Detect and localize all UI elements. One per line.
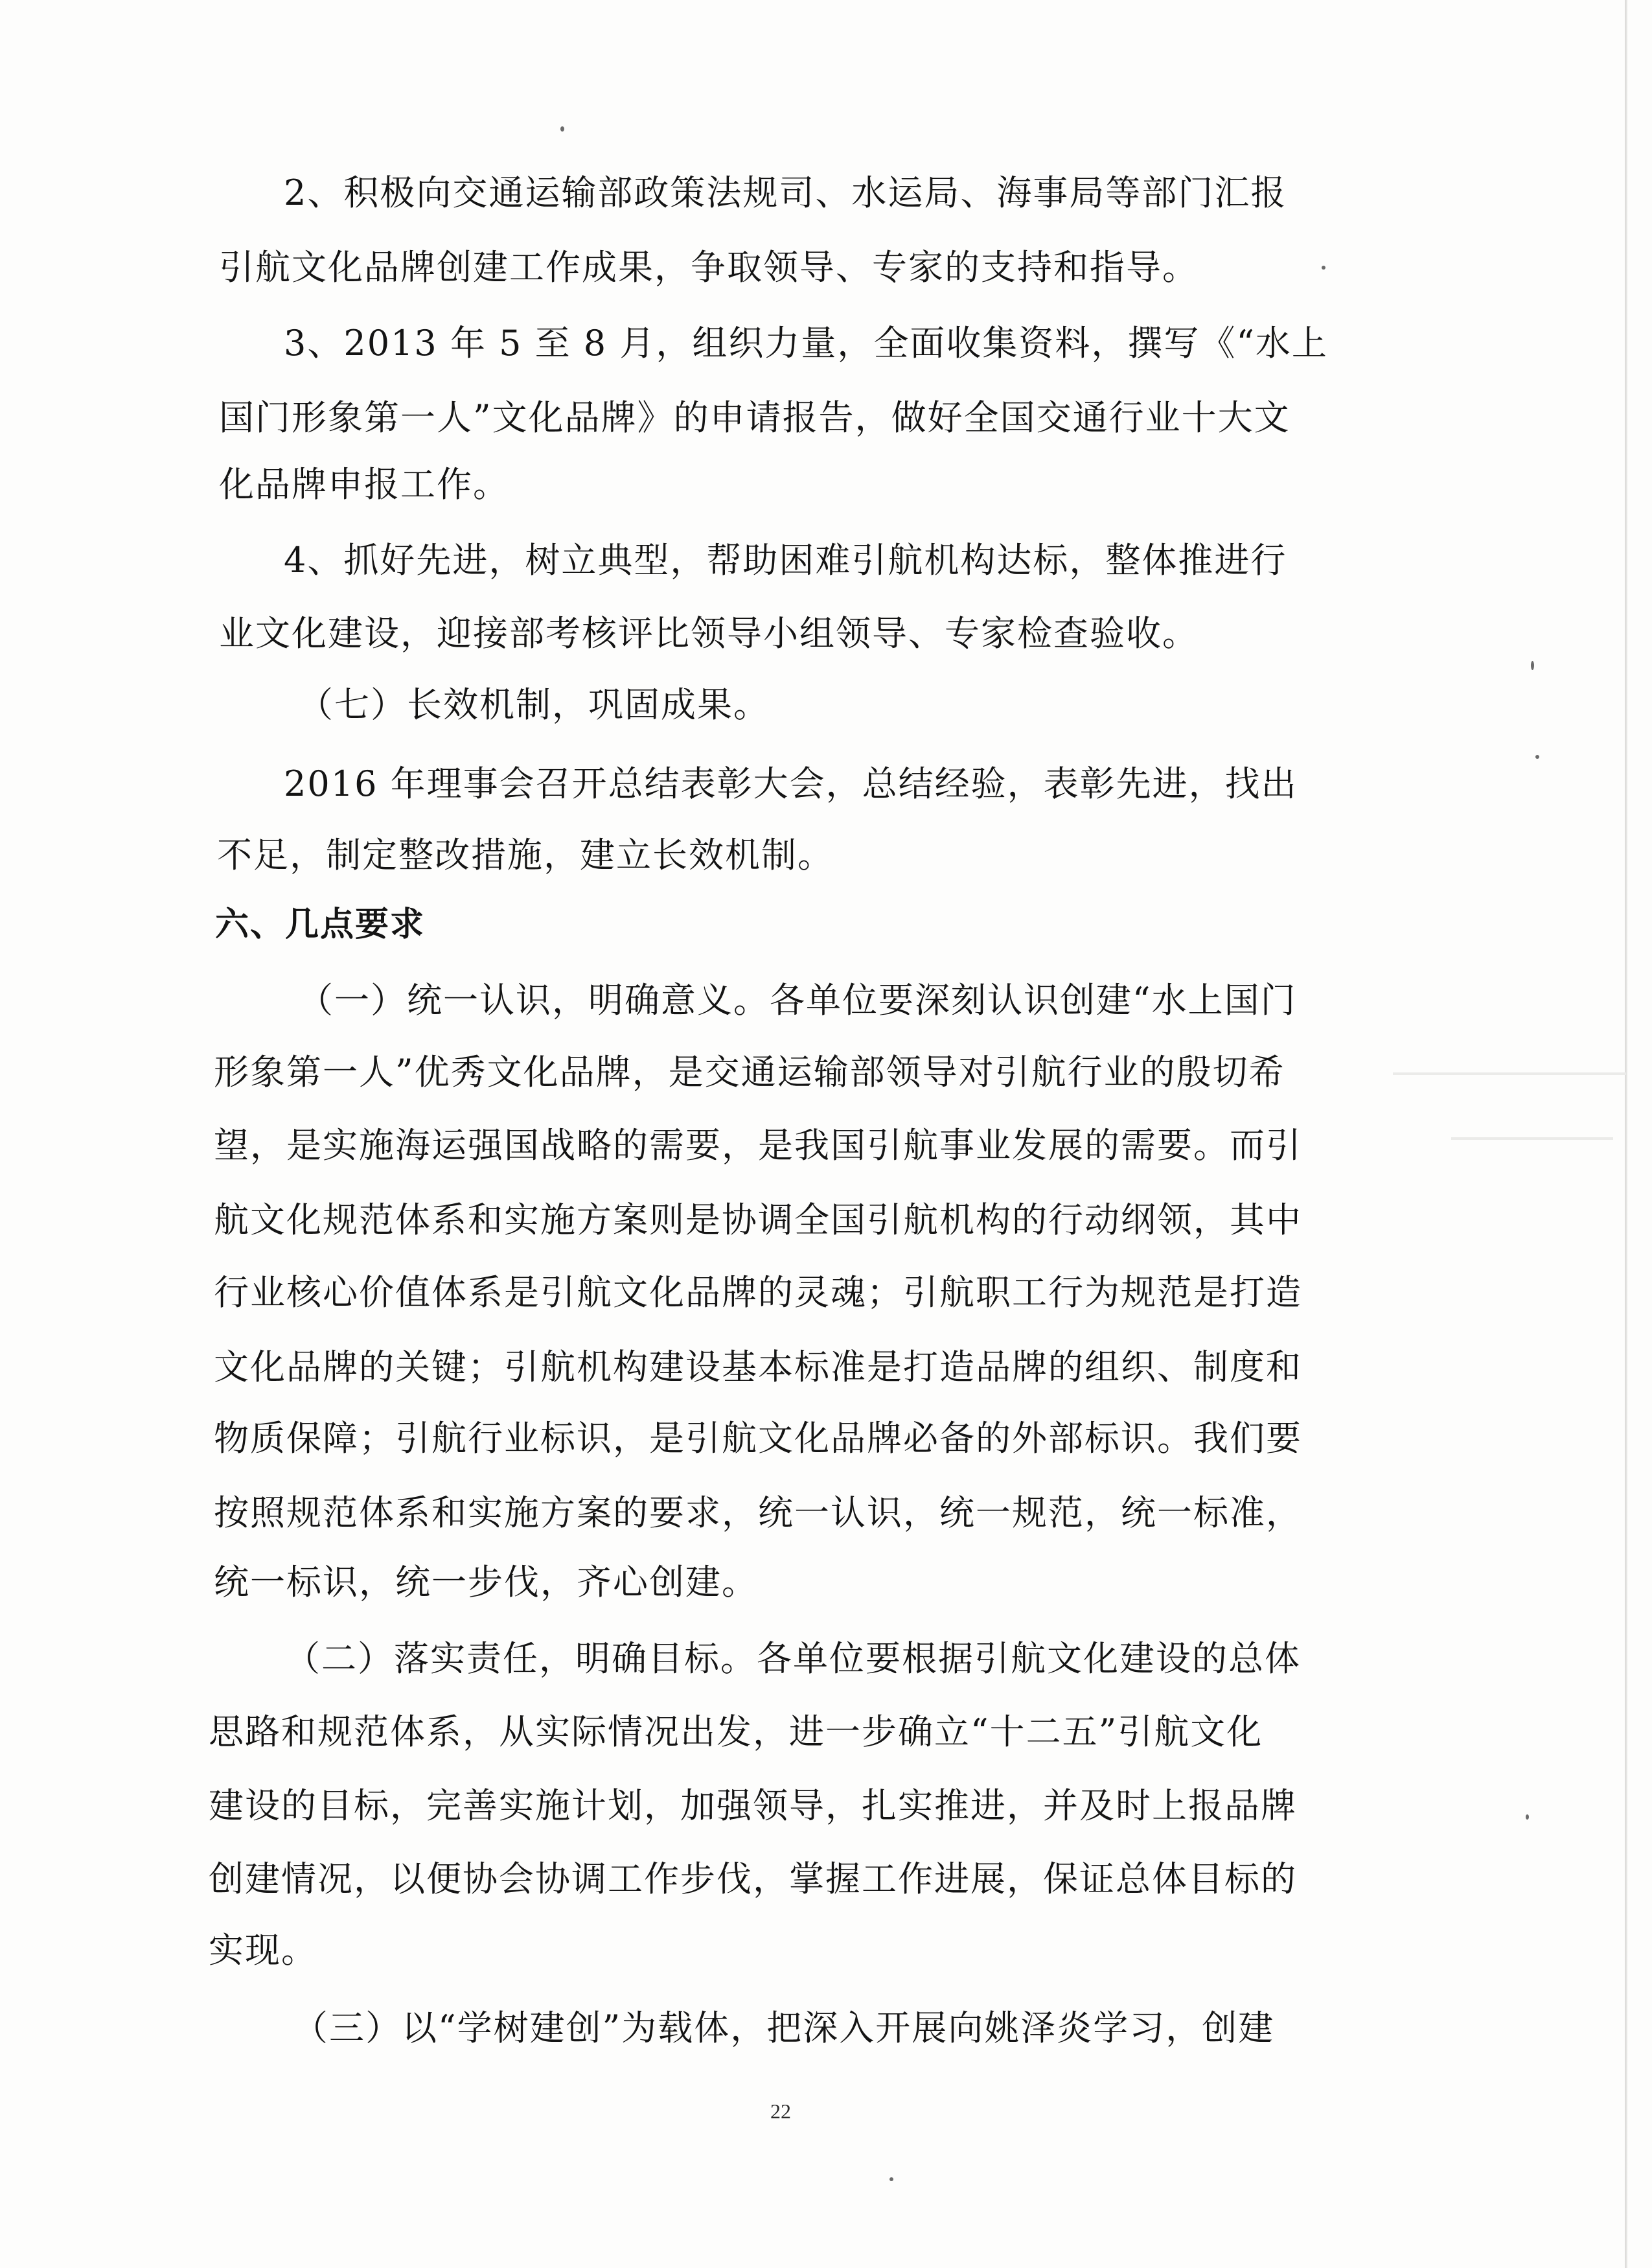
scan-speck [1531, 661, 1534, 670]
paragraph-line: 形象第一人”优秀文化品牌，是交通运输部领导对引航行业的殷切希 [214, 1052, 1285, 1093]
paragraph-line: 统一标识，统一步伐，齐心创建。 [214, 1562, 758, 1603]
paragraph-line: 国门形象第一人”文化品牌》的申请报告，做好全国交通行业十大文 [219, 397, 1291, 438]
paragraph-line: 3、2013 年 5 至 8 月，组织力量，全面收集资料，撰写《“水上 [284, 323, 1328, 364]
paragraph-line: 引航文化品牌创建工作成果，争取领导、专家的支持和指导。 [219, 247, 1199, 288]
scan-speck [1322, 266, 1325, 270]
paragraph-line: 实现。 [209, 1930, 317, 1971]
paragraph-line: （二）落实责任，明确目标。各单位要根据引航文化建设的总体 [285, 1638, 1301, 1679]
scan-speck [1535, 755, 1539, 759]
scan-speck [1526, 1814, 1529, 1820]
paragraph-line: 物质保障；引航行业标识，是引航文化品牌必备的外部标识。我们要 [214, 1418, 1302, 1459]
section-heading: 六、几点要求 [215, 905, 426, 944]
bleed-through-mark [1393, 1072, 1626, 1075]
paragraph-line: 行业核心价值体系是引航文化品牌的灵魂；引航职工行为规范是打造 [214, 1272, 1302, 1313]
scan-speck [889, 2177, 893, 2181]
paragraph-line: （三）以“学树建创”为载体，把深入开展向姚泽炎学习，创建 [293, 2008, 1275, 2048]
paragraph-line: 文化品牌的关键；引航机构建设基本标准是打造品牌的组织、制度和 [214, 1347, 1302, 1387]
paragraph-line: 2016 年理事会召开总结表彰大会，总结经验，表彰先进，找出 [284, 763, 1298, 804]
paragraph-line: 望，是实施海运强国战略的需要，是我国引航事业发展的需要。而引 [214, 1125, 1302, 1166]
paragraph-line: 创建情况，以便协会协调工作步伐，掌握工作进展，保证总体目标的 [209, 1858, 1297, 1899]
paragraph-line: 2、积极向交通运输部政策法规司、水运局、海事局等部门汇报 [284, 172, 1287, 213]
scan-speck [560, 126, 564, 132]
bleed-through-mark [1451, 1137, 1613, 1140]
paragraph-line: 4、抓好先进，树立典型，帮助困难引航机构达标，整体推进行 [284, 540, 1287, 581]
paragraph-line: （一）统一认识，明确意义。各单位要深刻认识创建“水上国门 [298, 980, 1297, 1021]
section-subheading: （七）长效机制，巩固成果。 [298, 684, 770, 725]
paragraph-line: 航文化规范体系和实施方案则是协调全国引航机构的行动纲领，其中 [214, 1199, 1302, 1240]
paragraph-line: 业文化建设，迎接部考核评比领导小组领导、专家检查验收。 [219, 613, 1199, 654]
scan-edge [1625, 0, 1627, 2268]
paragraph-line: 不足，制定整改措施，建立长效机制。 [217, 835, 834, 875]
paragraph-line: 思路和规范体系，从实际情况出发，进一步确立“十二五”引航文化 [209, 1711, 1263, 1752]
paragraph-line: 按照规范体系和实施方案的要求，统一认识，统一规范，统一标准， [214, 1492, 1302, 1533]
paragraph-line: 建设的目标，完善实施计划，加强领导，扎实推进，并及时上报品牌 [209, 1785, 1297, 1826]
page-number: 22 [770, 2100, 791, 2123]
paragraph-line: 化品牌申报工作。 [219, 464, 509, 505]
